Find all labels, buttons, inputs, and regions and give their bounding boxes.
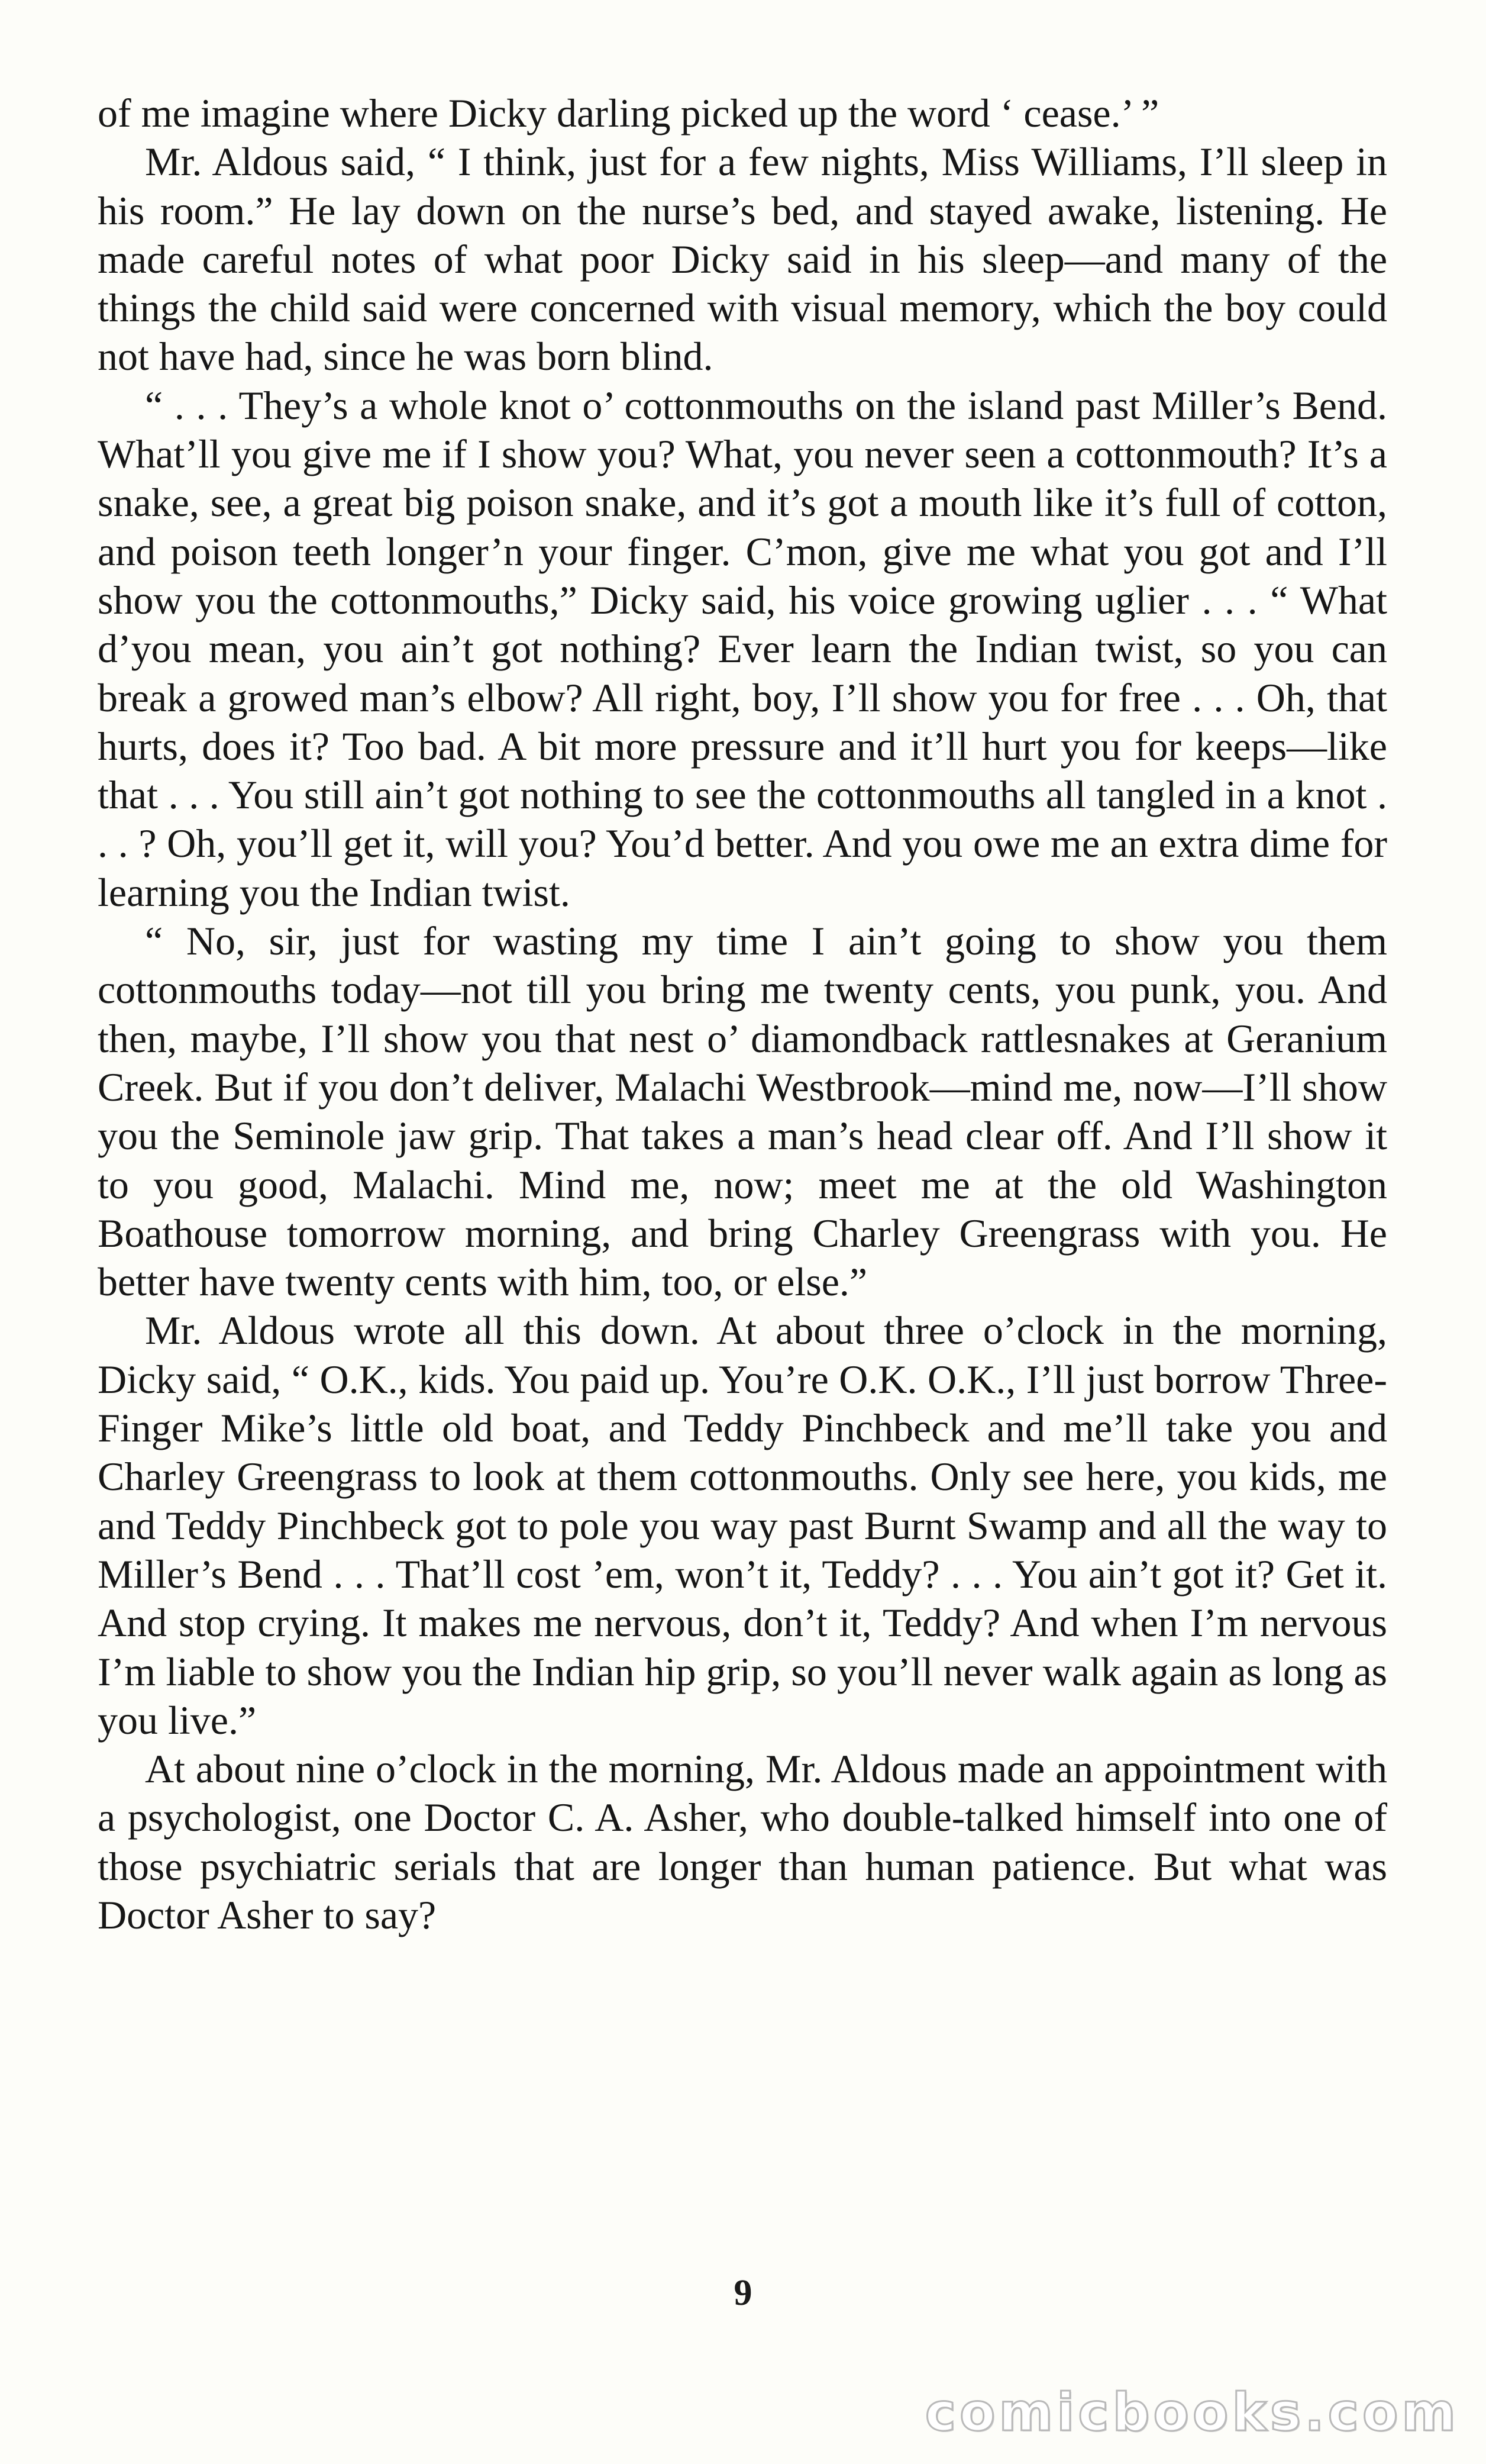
paragraph: Mr. Aldous said, “ I think, just for a few nights, Miss Williams, I’ll sleep in his room.” He lay down on the nurse’s bed, and stayed awake, listening. He made careful notes of what poor Dicky said in his sleep—and many of the things the child said were concerned with visual memory, which the boy could not have had, since he was born blind. [98,139,1387,379]
paragraph: Mr. Aldous wrote all this down. At about three o’clock in the morning, Dicky said, “ O.K., kids. You paid up. You’re O.K. O.K., I’ll just borrow Three-Finger Mike’s little old boat, and Teddy Pinchbeck and me’ll take you and Charley Greengrass to look at them cottonmouths. Only see here, you kids, me and Teddy Pinchbeck got to pole you way past Burnt Swamp and all the way to Miller’s Bend . . . That’ll cost ’em, won’t it, Teddy? . . . You ain’t got it? Get it. And stop crying. It makes me nervous, don’t it, Teddy? And when I’m nervous I’m liable to show you the Indian hip grip, so you’ll never walk again as long as you live.” [98,1308,1387,1743]
watermark-logo: comicbooks.com [925,2382,1459,2443]
paragraph: “ . . . They’s a whole knot o’ cottonmouths on the island past Miller’s Bend. What’ll you give me if I show you? What, you never seen a cottonmouth? It’s a snake, see, a great big poison snake, and it’s got a mouth like it’s full of cotton, and poison teeth longer’n your finger. C’mon, give me what you got and I’ll show you the cottonmouths,” Dicky said, his voice growing uglier . . . “ What d’you mean, you ain’t got nothing? Ever learn the Indian twist, so you can break a growed man’s elbow? All right, boy, I’ll show you for free . . . Oh, that hurts, does it? Too bad. A bit more pressure and it’ll hurt you for keeps—like that . . . You still ain’t got nothing to see the cottonmouths all tangled in a knot . . . ? Oh, you’ll get it, will you? You’d better. And you owe me an extra dime for learning you the Indian twist. [98,382,1387,915]
paragraph: of me imagine where Dicky darling picked up the word ‘ cease.’ ” [98,91,1159,136]
paragraph: “ No, sir, just for wasting my time I ain’t going to show you them cottonmouths today—not till you bring me twenty cents, you punk, you. And then, maybe, I’ll show you that nest o’ diamondback rattlesnakes at Geranium Creek. But if you don’t deliver, Malachi Westbrook—mind me, now—I’ll show you the Seminole jaw grip. That takes a man’s head clear off. And I’ll show it to you good, Malachi. Mind me, now; meet me at the old Washington Boathouse tomorrow morning, and bring Charley Greengrass with you. He better have twenty cents with him, too, or else.” [98,918,1387,1305]
page-number: 9 [734,2273,752,2313]
body-text [98,89,1387,1939]
paragraph: At about nine o’clock in the morning, Mr. Aldous made an appointment with a psychologist, one Doctor C. A. Asher, who double-talked himself into one of those psychiatric serials that are longer than human patience. But what was Doctor Asher to say? [98,1746,1387,1937]
